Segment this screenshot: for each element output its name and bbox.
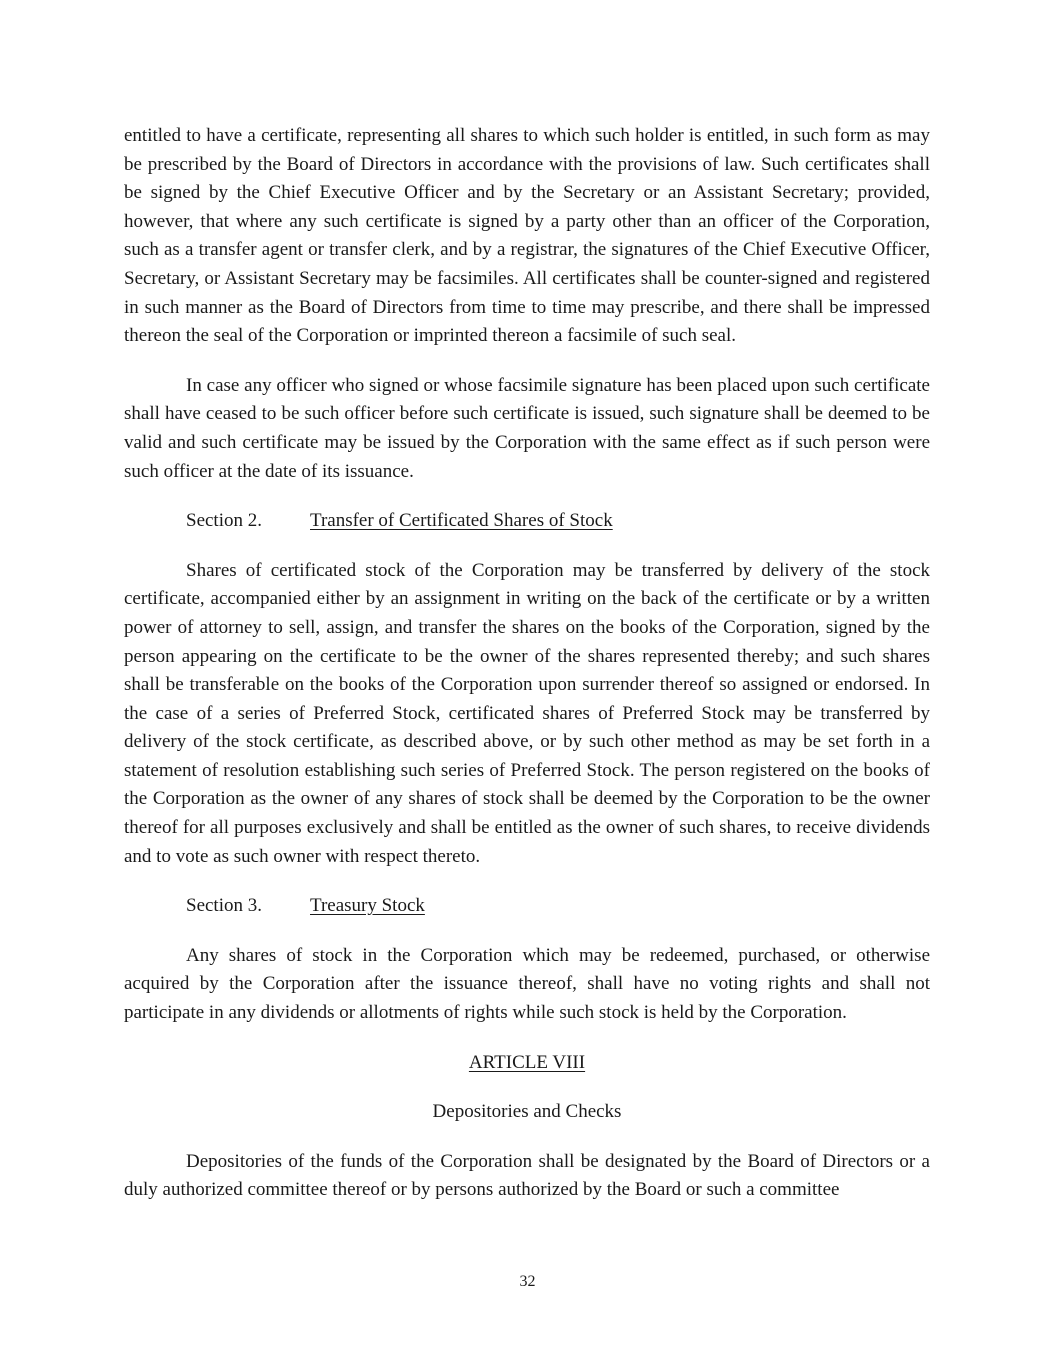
paragraph-certificate-form: entitled to have a certificate, representing all shares to which such holder is entitled, in such form as may be prescribed by the Board of Directors in accordance with the provisions of law. Such certificates shall be signed by the Chief Executive Officer and by the Secretary or an Assistant Secretary; provided, however, that where any such certificate is signed by a party other than an officer of the Corporation, such as a transfer agent or transfer clerk, and by a registrar, the signatures of the Chief Executive Officer, Secretary, or Assistant Secretary may be facsimiles. All certificates shall be counter-signed and registered in such manner as the Board of Directors from time to time may prescribe, and there shall be impressed thereon the seal of the Corporation or imprinted thereon a facsimile of such seal. — [124, 125, 930, 347]
article-heading — [124, 1049, 930, 1078]
paragraph-treasury-stock: Any shares of stock in the Corporation which may be redeemed, purchased, or otherwise acquired by the Corporation after the issuance thereof, shall have no voting rights and shall not participate in any dividends or allotments of rights while such stock is held by the Corporation. — [124, 944, 930, 1024]
paragraph-depositories: Depositories of the funds of the Corporation shall be designated by the Board of Directors or a duly authorized committee thereof or by persons authorized by the Board or such a committee — [124, 1150, 930, 1201]
section-2-number: Section 2. — [186, 510, 262, 532]
document-page — [124, 122, 930, 1226]
section-3-number: Section 3. — [186, 895, 262, 917]
section-3-title: Treasury Stock — [310, 895, 425, 917]
page-number: 32 — [519, 1273, 536, 1290]
paragraph-transfer-shares: Shares of certificated stock of the Corporation may be transferred by delivery of the stock certificate, accompanied either by an assignment in writing on the back of the certificate or by a written power of attorney to sell, assign, and transfer the shares on the books of the Corporation, signed by the person appearing on the certificate to be the owner of the shares represented thereby; and such shares shall be transferable on the books of the Corporation upon surrender thereof so assigned or endorsed. In the case of a series of Preferred Stock, certificated shares of Preferred Stock may be transferred by delivery of the stock certificate, as described above, or by such other method as may be set forth in a statement of resolution establishing such series of Preferred Stock. The person registered on the books of the Corporation as the owner of any shares of stock shall be deemed by the Corporation to be the owner thereof for all purposes exclusively and shall be entitled as the owner of such shares, to receive dividends and to vote as such owner with respect thereto. — [124, 559, 930, 867]
article-subtitle: Depositories and Checks — [432, 1101, 622, 1123]
section-3-heading — [186, 892, 930, 921]
article-heading-text: ARTICLE VIII — [468, 1051, 586, 1073]
section-2-title: Transfer of Certificated Shares of Stock — [310, 510, 613, 532]
paragraph-facsimile-signature: In case any officer who signed or whose facsimile signature has been placed upon such certificate shall have ceased to be such officer before such certificate is issued, such signature shall be deemed to be valid and such certificate may be issued by the Corporation with the same effect as if such person were such officer at the date of its issuance. — [124, 374, 930, 482]
section-2-heading — [186, 507, 930, 536]
